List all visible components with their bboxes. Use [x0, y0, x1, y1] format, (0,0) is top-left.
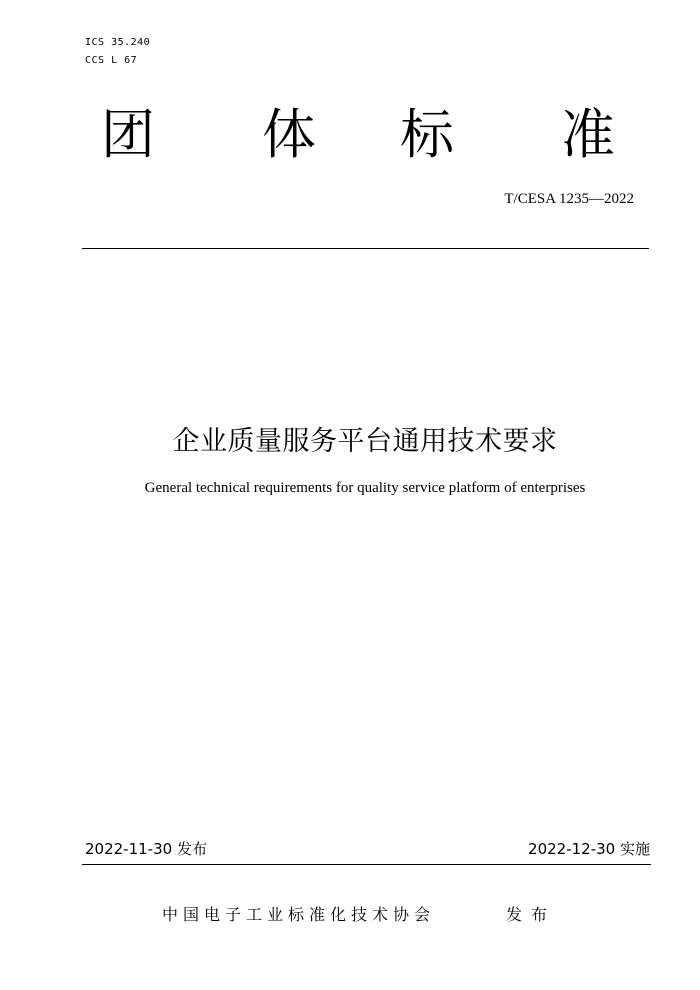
- document-title-chinese: 企业质量服务平台通用技术要求: [172, 426, 558, 457]
- top-divider: [82, 248, 649, 249]
- publish-date: 2022-11-30 发布: [85, 840, 207, 858]
- header-char-zhun: 准: [561, 103, 615, 166]
- header-char-tuan: 团: [101, 103, 155, 166]
- standard-number: T/CESA 1235—2022: [504, 191, 634, 207]
- ics-code: ICS 35.240: [85, 37, 151, 48]
- bottom-divider: [82, 864, 651, 865]
- publish-label: 发布: [506, 905, 557, 924]
- header-char-ti: 体: [262, 103, 316, 166]
- header-char-biao: 标: [400, 103, 454, 166]
- publisher-name: 中国电子工业标准化技术协会: [162, 905, 436, 924]
- ccs-code: CCS L 67: [85, 55, 138, 66]
- implementation-date: 2022-12-30 实施: [528, 840, 650, 858]
- document-title-english: General technical requirements for quality service platform of enterprises: [144, 480, 586, 496]
